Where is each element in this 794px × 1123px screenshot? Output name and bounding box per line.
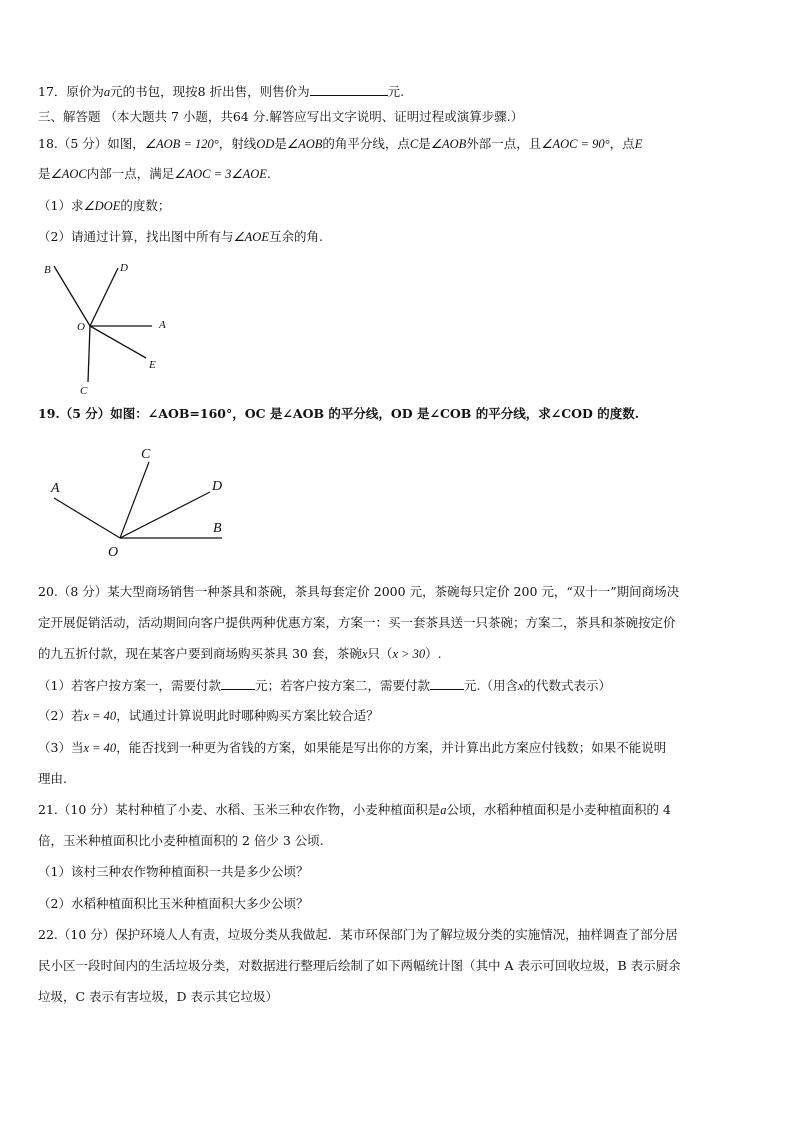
figure-18-angle-diagram: [30, 258, 190, 398]
q20-text: 只（: [367, 646, 393, 661]
label-a: A: [159, 319, 166, 331]
q18-text: 的角平分线，点: [322, 136, 410, 151]
q20-part2-text: ，试通过计算说明此时哪种购买方案比较合适？: [116, 708, 379, 723]
label-c: C: [141, 447, 151, 462]
label-a: A: [51, 481, 60, 496]
question-20-line-2: [38, 615, 676, 631]
question-20-part-3: [38, 740, 666, 756]
q18-part1-text: （1）求: [38, 198, 84, 213]
q18-math-aoc: ∠AOC = 90°: [541, 137, 610, 151]
q18-text: 18.（5 分）如图，: [38, 136, 145, 151]
q18-part2-text: （2）请通过计算，找出图中所有与: [38, 229, 234, 244]
q20-part3-text: 理由.: [38, 771, 67, 786]
q21-text: 倍，玉米种植面积比小麦种植面积的 2 倍少 3 公顷.: [38, 833, 324, 848]
q18-math-c: C: [409, 137, 419, 151]
question-22-line-2: [38, 958, 681, 974]
q18-text: 是: [274, 136, 287, 151]
q18-text: .: [266, 166, 271, 181]
q18-text: 内部一点，满足: [86, 166, 175, 181]
q22-text: 民小区一段时间内的生活垃圾分类，对数据进行整理后绘制了如下两幅统计图（其中 A 表示可回收垃圾，B 表示厨余: [38, 958, 681, 973]
label-b: B: [213, 521, 222, 536]
section-3-header: [38, 109, 523, 125]
q18-math-aob: ∠AOB: [430, 137, 467, 151]
question-20-line-1: [38, 584, 679, 600]
q18-math-aoc: ∠AOC: [50, 167, 87, 181]
q18-part2-text: 互余的角.: [268, 229, 323, 244]
q21-text: 公顷，水稻种植面积是小麦种植面积的 4: [446, 802, 671, 817]
q20-part3-text: （3）当: [38, 740, 84, 755]
q20-math-x40: x = 40: [83, 709, 117, 723]
q18-text: 外部一点，且: [466, 136, 542, 151]
figure-19-angle-diagram: [40, 440, 240, 565]
question-17: [38, 83, 404, 100]
section-3-title: 三、解答题: [38, 109, 105, 124]
question-20-part-1: [38, 677, 611, 694]
q20-text: 定开展促销活动，活动期间向客户提供两种优惠方案，方案一：买一套茶具送一只茶碗；方案二，茶具和茶碗按定价: [38, 615, 676, 630]
q22-text: 22.（10 分）保护环境人人有责，垃圾分类从我做起．某市环保部门为了解垃圾分类的实施情况，抽样调查了部分居: [38, 927, 678, 942]
q18-text: ，点: [609, 136, 635, 151]
q18-math-aoe: ∠AOE: [233, 230, 269, 244]
q18-text: 是: [418, 136, 431, 151]
question-21-part-1: [38, 864, 308, 880]
q21-text: 21.（10 分）某村种植了小麦、水稻、玉米三种农作物，小麦种植面积是: [38, 802, 441, 817]
q20-text: 20.（8 分）某大型商场销售一种茶具和茶碗，茶具每套定价 2000 元，茶碗每只定价 200 元，“双十一”期间商场决: [38, 584, 680, 599]
q20-part1-text: 的代数式表示）: [523, 678, 612, 693]
q21-part1-text: （1）该村三种农作物种植面积一共是多少公顷？: [38, 864, 309, 879]
q18-part1-text: 的度数；: [120, 198, 171, 213]
q19-text: 19.（5 分）如图：∠AOB=160°，OC 是∠AOB 的平分线，OD 是∠COB 的平分线，求∠COD 的度数.: [38, 406, 640, 421]
q17-var-a: a: [103, 85, 111, 99]
label-d: D: [212, 479, 223, 494]
ray-oc: [88, 326, 90, 382]
label-o: O: [108, 545, 119, 560]
label-o: O: [77, 321, 85, 333]
q21-part2-text: （2）水稻种植面积比玉米种植面积大多少公顷？: [38, 896, 309, 911]
q18-text: ，射线: [218, 136, 257, 151]
q20-part2-text: （2）若: [38, 708, 84, 723]
q20-text: 的九五折付款，现在某客户要到商场购买茶具 30 套，茶碗: [38, 646, 362, 661]
question-22-line-3: [38, 989, 278, 1005]
q18-text: 是: [38, 166, 51, 181]
q18-math-e: E: [634, 137, 643, 151]
question-18-part-1: [38, 198, 170, 214]
q20-math-condition: x > 30: [392, 647, 426, 661]
q18-math-od: OD: [256, 137, 275, 151]
q20-text: ）.: [425, 646, 442, 661]
ray-oe: [90, 326, 146, 358]
q20-math-x: x: [361, 647, 368, 661]
ray-oa: [54, 498, 120, 538]
label-c: C: [80, 385, 88, 397]
question-22-line-1: [38, 927, 678, 943]
question-21-line-1: [38, 802, 671, 818]
label-e: E: [149, 359, 156, 371]
section-3-note: （本大题共 7 小题，共64 分.解答应写出文字说明、证明过程或演算步骤.）: [104, 109, 524, 124]
q21-math-a: a: [440, 803, 447, 817]
q20-blank-plan-1: [221, 677, 255, 690]
q18-math-relation: ∠AOC = 3∠AOE: [174, 167, 267, 181]
q17-text-a: 17．原价为: [38, 84, 104, 99]
question-18-part-2: [38, 229, 323, 245]
question-18-line-1: [38, 136, 642, 152]
label-d: D: [120, 262, 128, 274]
q17-text-c: 元.: [387, 84, 405, 99]
q17-answer-blank: [310, 83, 388, 96]
question-21-line-2: [38, 833, 324, 849]
question-19: [38, 406, 639, 422]
q20-part1-text: 元；若客户按方案二，需要付款: [254, 678, 430, 693]
q20-math-x: x: [517, 679, 524, 693]
question-20-part-2: [38, 708, 379, 724]
q20-math-x40: x = 40: [83, 741, 117, 755]
q20-part3-text: ，能否找到一种更为省钱的方案，如果能是写出你的方案，并计算出此方案应付钱数；如果不能说明: [116, 740, 667, 755]
q20-part1-text: 元.（用含: [463, 678, 518, 693]
question-20-part-3-line-2: [38, 771, 67, 787]
q18-math-aob: ∠AOB: [286, 137, 323, 151]
q18-math-doe: ∠DOE: [83, 199, 121, 213]
q20-blank-plan-2: [430, 677, 464, 690]
q17-text-b: 元的书包，现按8 折出售，则售价为: [110, 84, 310, 99]
label-b: B: [44, 264, 51, 276]
q20-part1-text: （1）若客户按方案一，需要付款: [38, 678, 221, 693]
question-21-part-2: [38, 896, 308, 912]
q18-math-aob: ∠AOB = 120°: [144, 137, 219, 151]
question-20-line-3: [38, 646, 442, 662]
ray-ob: [54, 266, 90, 326]
ray-oc: [120, 462, 149, 538]
q22-text: 垃圾，C 表示有害垃圾，D 表示其它垃圾）: [38, 989, 279, 1004]
ray-od: [90, 268, 118, 326]
question-18-line-2: [38, 166, 271, 182]
ray-od: [120, 492, 210, 538]
